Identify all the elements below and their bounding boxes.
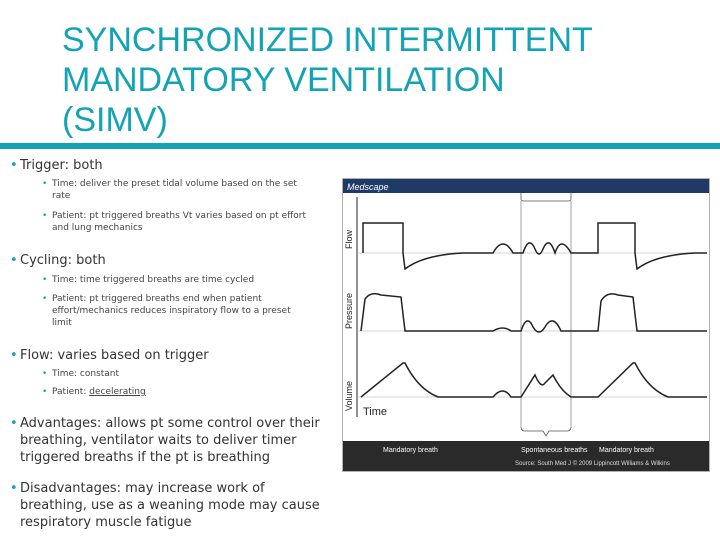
bullet-flow-time: • Time: constant xyxy=(42,369,120,379)
bullet-cycling-time: • Time: time triggered breaths are time cycled xyxy=(42,275,255,285)
mandatory-breath-left-label: Mandatory breath xyxy=(383,447,438,454)
bullet-trigger: • Trigger: both xyxy=(10,158,103,173)
pressure-axis-label: Pressure xyxy=(344,292,354,329)
title-divider-band xyxy=(0,143,720,149)
title-line-1: SYNCHRONIZED INTERMITTENT xyxy=(62,21,593,59)
volume-axis-label: Volume xyxy=(344,380,354,411)
decelerating-link[interactable]: decelerating xyxy=(89,387,146,397)
bullet-flow-patient: • Patient: decelerating xyxy=(42,387,146,397)
title-line-3: (SIMV) xyxy=(62,101,168,139)
flow-axis-label: Flow xyxy=(344,229,354,249)
bullet-trigger-patient: • Patient: pt triggered breaths Vt varies based on pt effort and lung mechanics xyxy=(42,211,307,233)
waveform-svg xyxy=(343,179,709,471)
slide-title xyxy=(62,20,702,140)
bullet-advantages: • Advantages: allows pt some control over their breathing, ventilator waits to deliver timer triggered breaths if the pt is breathing xyxy=(10,416,320,465)
bullet-trigger-time: • Time: deliver the preset tidal volume based on the set rate xyxy=(42,179,297,201)
figure-source-credit: Source: South Med J © 2009 Lippincott Williams & Wilkins xyxy=(515,461,670,467)
figure-header-bar xyxy=(343,179,709,193)
bullet-cycling: • Cycling: both xyxy=(10,253,106,268)
spontaneous-breaths-label: Spontaneous breaths xyxy=(521,447,588,454)
bullet-cycling-patient: • Patient: pt triggered breaths end when patient effort/mechanics reduces inspiratory flow to a preset limit xyxy=(42,294,291,328)
medscape-logo: Medscape xyxy=(347,182,389,192)
time-axis-label: Time xyxy=(363,406,388,418)
bullet-flow: • Flow: varies based on trigger xyxy=(10,348,209,363)
title-line-2: MANDATORY VENTILATION xyxy=(62,61,505,99)
simv-waveform-figure xyxy=(342,178,710,472)
bullet-disadvantages: • Disadvantages: may increase work of breathing, use as a weaning mode may cause respiratory muscle fatigue xyxy=(10,481,320,530)
mandatory-breath-right-label: Mandatory breath xyxy=(599,447,654,454)
